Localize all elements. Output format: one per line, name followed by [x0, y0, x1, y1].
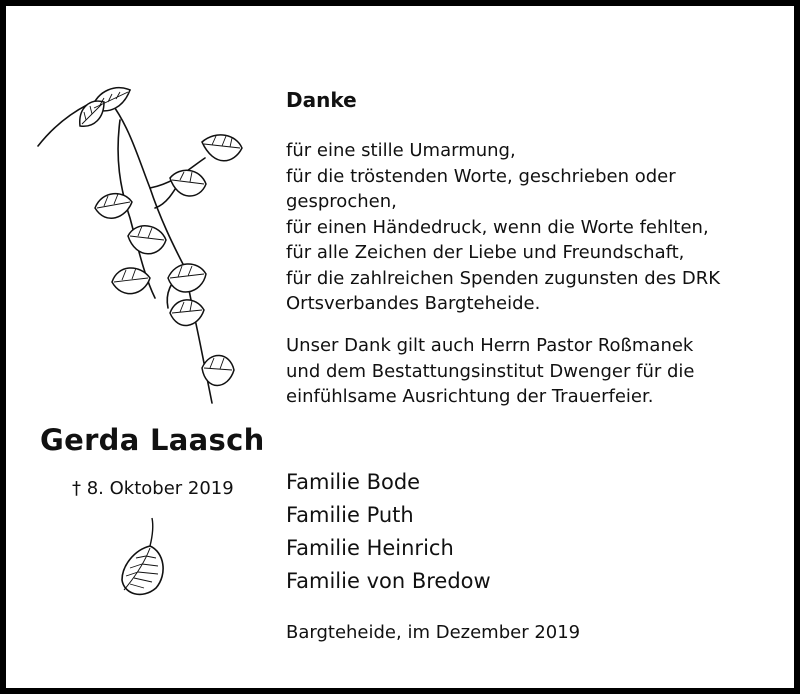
falling-leaf-icon — [112, 508, 172, 608]
signers-list — [286, 466, 491, 598]
signer: Familie Puth — [286, 503, 414, 527]
signer: Familie Heinrich — [286, 536, 454, 560]
birch-branch-icon — [20, 68, 260, 428]
signer: Familie Bode — [286, 470, 421, 494]
thanks-heading: Danke — [286, 88, 357, 112]
place-date: Bargteheide, im Dezember 2019 — [286, 622, 581, 643]
signer: Familie von Bredow — [286, 569, 491, 593]
acknowledgement-paragraph: Unser Dank gilt auch Herrn Pastor Roßmanek und dem Bestattungsinstitut Dwenger für die einfühlsame Ausrichtung der Trauerfeier. — [286, 335, 695, 407]
deceased-name: Gerda Laasch — [40, 423, 265, 457]
thanks-paragraph: für eine stille Umarmung, für die tröstenden Worte, geschrieben oder gesprochen, für einen Händedruck, wenn die Worte fehlten, für alle Zeichen der Liebe und Freundschaft, für die zahlreichen Spenden zugunsten des DRK Ortsverbandes Bargteheide. — [286, 140, 721, 314]
death-date: † 8. Oktober 2019 — [72, 478, 234, 499]
